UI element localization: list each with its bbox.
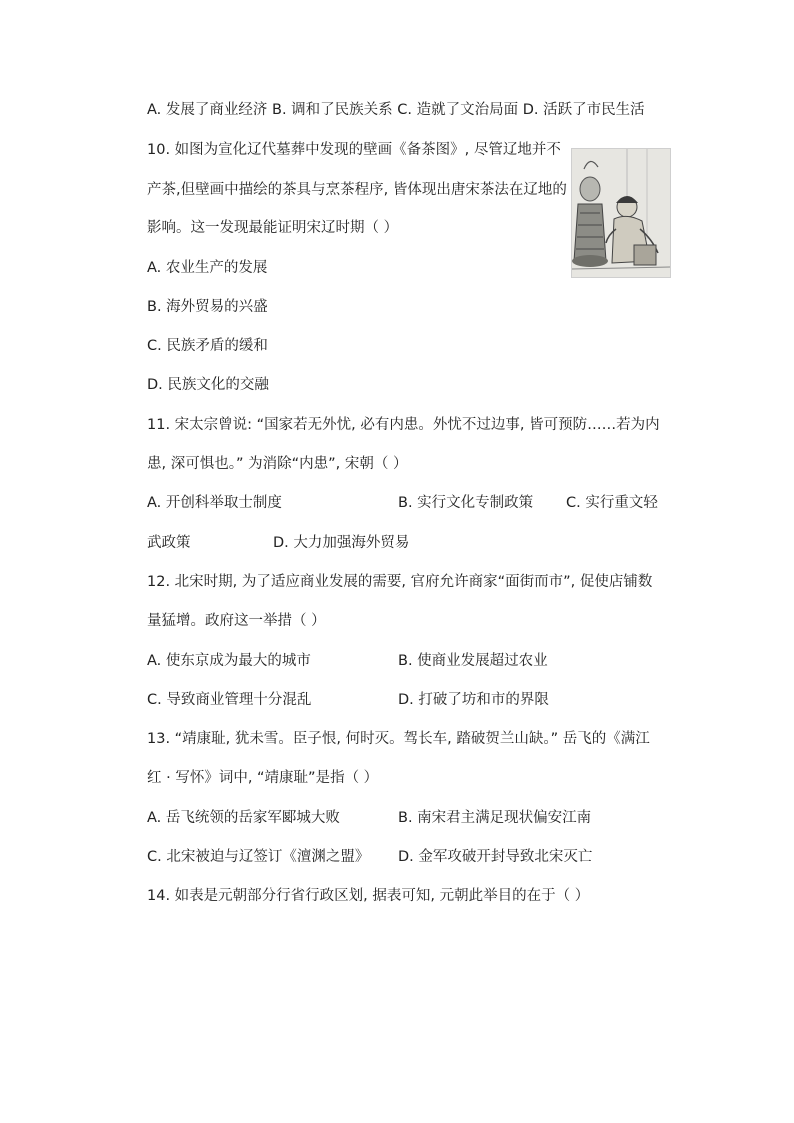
q10-stem-line2: 产茶,但壁画中描绘的茶具与烹茶程序, 皆体现出唐宋茶法在辽地的: [147, 182, 567, 198]
q11-stem-line2: 患, 深可惧也。” 为消除“内患”, 宋朝（ ）: [147, 456, 408, 472]
q10-stem-line3: 影响。这一发现最能证明宋辽时期（ ）: [147, 220, 399, 236]
q11-option-b: B. 实行文化专制政策: [398, 495, 534, 511]
q14-stem-line1: 14. 如表是元朝部分行省行政区划, 据表可知, 元朝此举目的在于（ ）: [147, 888, 590, 904]
q12-option-c: C. 导致商业管理十分混乱: [147, 692, 312, 708]
q13-stem-line2: 红 · 写怀》词中, “靖康耻”是指（ ）: [147, 770, 379, 786]
q13-option-c: C. 北宋被迫与辽签订《澶渊之盟》: [147, 849, 370, 865]
tea-mural-image: [571, 148, 671, 278]
q10-option-d: D. 民族文化的交融: [147, 377, 269, 393]
q11-option-d: D. 大力加强海外贸易: [273, 535, 410, 551]
q12-stem-line2: 量猛增。政府这一举措（ ）: [147, 613, 326, 629]
q13-option-d: D. 金军攻破开封导致北宋灭亡: [398, 849, 593, 865]
q13-stem-line1: 13. “靖康耻, 犹未雪。臣子恨, 何时灭。驾长车, 踏破贺兰山缺。” 岳飞的《满江: [147, 731, 650, 747]
q12-option-a: A. 使东京成为最大的城市: [147, 653, 311, 669]
q10-stem-line1: 10. 如图为宣化辽代墓葬中发现的壁画《备茶图》, 尽管辽地并不: [147, 142, 561, 158]
tea-mural-illustration: [572, 149, 670, 277]
q13-option-a: A. 岳飞统领的岳家军郾城大败: [147, 810, 340, 826]
q11-option-c: C. 实行重文轻: [566, 495, 658, 511]
q9-options: A. 发展了商业经济 B. 调和了民族关系 C. 造就了文治局面 D. 活跃了市民生活: [147, 102, 645, 118]
q10-option-a: A. 农业生产的发展: [147, 260, 268, 276]
q13-option-b: B. 南宋君主满足现状偏安江南: [398, 810, 592, 826]
q11-stem-line1: 11. 宋太宗曾说: “国家若无外忧, 必有内患。外忧不过边事, 皆可预防……若为内: [147, 417, 660, 433]
q12-option-d: D. 打破了坊和市的界限: [398, 692, 549, 708]
q10-option-c: C. 民族矛盾的缓和: [147, 338, 268, 354]
q12-stem-line1: 12. 北宋时期, 为了适应商业发展的需要, 官府允许商家“面街而市”, 促使店铺数: [147, 574, 653, 590]
q11-option-c-continued: 武政策: [147, 535, 191, 551]
q11-option-a: A. 开创科举取士制度: [147, 495, 282, 511]
q10-option-b: B. 海外贸易的兴盛: [147, 299, 268, 315]
q12-option-b: B. 使商业发展超过农业: [398, 653, 548, 669]
